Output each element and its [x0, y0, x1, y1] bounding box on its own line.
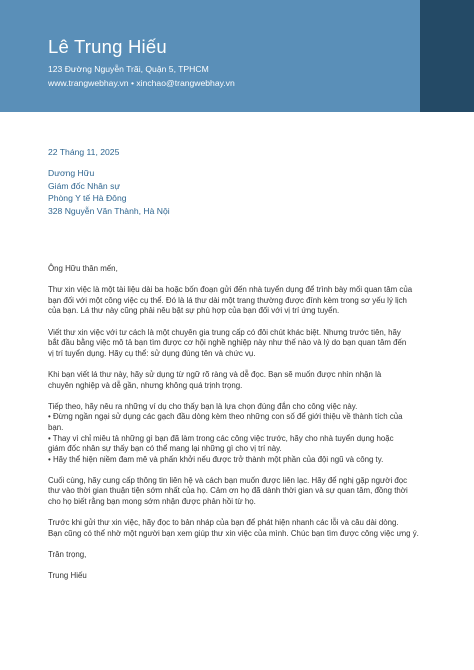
recipient-company: Phòng Y tế Hà Đông [48, 193, 127, 203]
paragraph-line: cho họ biết rằng bạn mong sớm nhận được phản hồi từ họ. [48, 497, 256, 507]
body-paragraph [48, 285, 428, 317]
paragraph-line: thư vào thời gian thuận tiện sớm nhất của họ. Cảm ơn họ đã dành thời gian và sự quan tâm, đồng thời [48, 486, 408, 496]
closing: Trân trọng, [48, 550, 87, 560]
paragraph-line: • Thay vì chỉ miêu tả những gì bạn đã làm trong các công việc trước, hãy cho nhà tuyển dụng hoặc [48, 433, 394, 443]
paragraph-line: Khi bạn viết lá thư này, hãy sử dụng từ ngữ rõ ràng và dễ đọc. Bạn sẽ muốn được nhìn nhận là [48, 369, 382, 379]
paragraph-line: giám đốc nhân sự thấy bạn có thể mang lại những gì cho vị trí này. [48, 444, 282, 454]
signature: Trung Hiếu [48, 571, 87, 581]
paragraph-line: Bạn cũng có thể nhờ một người bạn xem giúp thư xin việc của mình. Chúc bạn tìm được công việc ưng ý. [48, 528, 419, 538]
body-paragraph [48, 402, 428, 466]
sender-address: 123 Đường Nguyễn Trãi, Quận 5, TPHCM [48, 64, 209, 74]
paragraph-line: • Đừng ngần ngại sử dụng các gạch đầu dòng kèm theo những con số để giới thiệu về thành tích của [48, 412, 403, 422]
sender-name: Lê Trung Hiếu [48, 36, 167, 57]
paragraph-line: Thư xin việc là một tài liệu dài ba hoặc bốn đoạn gửi đến nhà tuyển dụng để trình bày mối quan tâm của [48, 285, 413, 295]
paragraph-line: bạn. [48, 422, 64, 432]
paragraph-line: của bạn. Lá thư này cũng phải nêu bật sự phù hợp của bạn đối với vị trí ứng tuyển. [48, 306, 340, 316]
paragraph-line: Viết thư xin việc với tư cách là một chuyên gia trung cấp có đôi chút khác biệt. Nhưng trước tiên, hãy [48, 327, 401, 337]
paragraph-line: bạn đối với một công việc cụ thể. Đó là lá thư dài một trang thường được đính kèm trong sơ yếu lý lịch [48, 295, 407, 305]
sender-contact: www.trangwebhay.vn • xinchao@trangwebhay.vn [48, 78, 235, 88]
paragraph-line: chuyên nghiệp và dễ gần, nhưng không quá trịnh trọng. [48, 380, 243, 390]
letter-paragraphs [48, 285, 428, 539]
header-accent-block [420, 0, 474, 112]
body-paragraph [48, 476, 428, 508]
recipient-title: Giám đốc Nhân sự [48, 180, 121, 191]
paragraph-line: Cuối cùng, hãy cung cấp thông tin liên hệ và cách bạn muốn được liên lạc. Hãy để nghị gặp người đọc [48, 475, 408, 485]
recipient-address: 328 Nguyễn Văn Thành, Hà Nội [48, 205, 170, 216]
letter-body [48, 264, 428, 592]
paragraph-line: bắt đầu bằng việc mô tả bạn tìm được cơ hội nghề nghiệp này như thế nào và lý do bạn quan tâm đến [48, 338, 407, 348]
body-paragraph [48, 328, 428, 360]
recipient-block [48, 167, 170, 217]
paragraph-line: • Hãy thể hiện niềm đam mê và phấn khởi nếu được trở thành một phần của đội ngũ và công ty. [48, 454, 384, 464]
salutation: Ông Hữu thân mến, [48, 264, 118, 273]
header-band [0, 0, 420, 112]
recipient-name: Dương Hữu [48, 168, 95, 178]
letter-date: 22 Tháng 11, 2025 [48, 147, 120, 157]
body-paragraph [48, 518, 428, 539]
body-paragraph [48, 370, 428, 391]
paragraph-line: Trước khi gửi thư xin việc, hãy đọc to bản nháp của bạn để phát hiện nhanh các lỗi và câu dài dòng. [48, 518, 399, 528]
paragraph-line: vị trí tuyển dụng. Hãy cụ thể: sử dụng đúng tên và chức vụ. [48, 348, 256, 358]
paragraph-line: Tiếp theo, hãy nêu ra những ví dụ cho thấy bạn là lựa chọn đúng đắn cho công việc này. [48, 401, 358, 411]
